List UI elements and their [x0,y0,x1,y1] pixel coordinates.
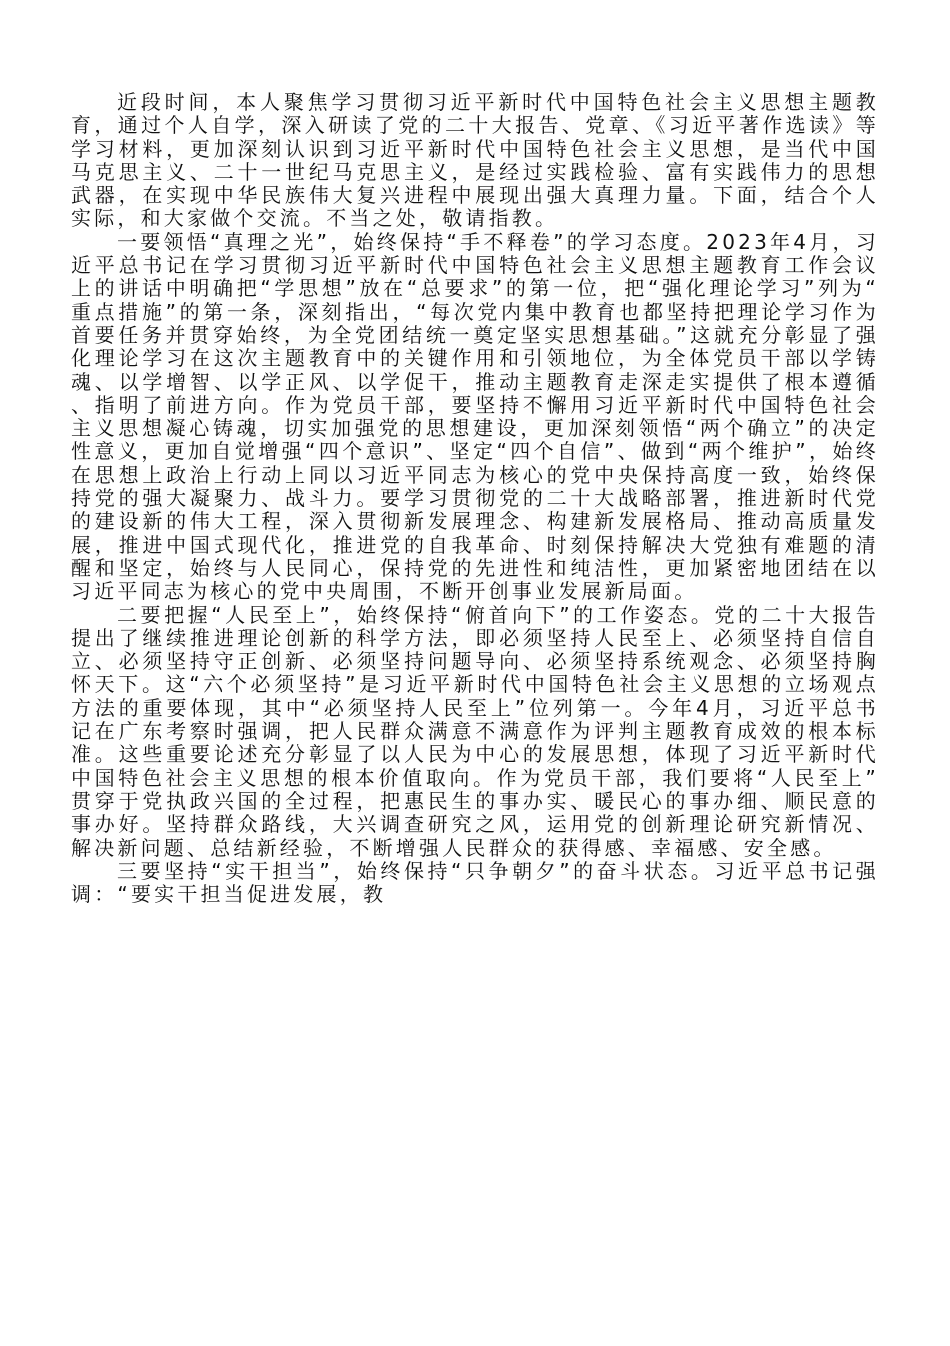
paragraph-lead: 一要领悟“真理之光”，始终保持“手不释卷”的学习态度。 [117,229,707,254]
paragraph-intro [71,91,879,231]
paragraph-lead: 三要坚持“实干担当”，始终保持“只争朝夕”的奋斗状态。 [117,858,715,883]
paragraph-section-1 [71,231,879,604]
document-page [71,91,879,906]
paragraph-section-3 [71,860,879,907]
paragraph-lead: 二要把握“人民至上”，始终保持“俯首向下”的工作姿态。 [117,602,715,627]
paragraph-body: 习近平总书记强调：“要实干担当促进发展，教 [71,858,879,907]
paragraph-body: 近段时间，本人聚焦学习贯彻习近平新时代中国特色社会主义思想主题教育，通过个人自学，深入研读了党的二十大报告、党章、《习近平著作选读》等学习材料，更加深刻认识到习近平新时代中国特色社会主义思想，是当代中国马克思主义、二十一世纪马克思主义，是经过实践检验、富有实践伟力的思想武器，在实现中华民族伟大复兴进程中展现出强大真理力量。下面，结合个人实际，和大家做个交流。不当之处，敬请指教。 [71,90,879,231]
paragraph-body: 2023年4月，习近平总书记在学习贯彻习近平新时代中国特色社会主义思想主题教育工作会议上的讲话中明确把“学思想”放在“总要求”的第一位，把“强化理论学习”列为“重点措施”的第一条，深刻指出，“每次党内集中教育也都坚持把理论学习作为首要任务并贯穿始终，为全党团结统一奠定坚实思想基础。”这就充分彰显了强化理论学习在这次主题教育中的关键作用和引领地位，为全体党员干部以学铸魂、以学增智、以学正风、以学促干，推动主题教育走深走实提供了根本遵循、指明了前进方向。作为党员干部，要坚持不懈用习近平新时代中国特色社会主义思想凝心铸魂，切实加强党的思想建设，更加深刻领悟“两个确立”的决定性意义，更加自觉增强“四个意识”、坚定“四个自信”、做到“两个维护”，始终在思想上政治上行动上同以习近平同志为核心的党中央保持高度一致，始终保持党的强大凝聚力、战斗力。要学习贯彻党的二十大战略部署，推进新时代党的建设新的伟大工程，深入贯彻新发展理念、构建新发展格局、推动高质量发展，推进中国式现代化，推进党的自我革命、时刻保持解决大党独有难题的清醒和坚定，始终与人民同心，保持党的先进性和纯洁性，更加紧密地团结在以习近平同志为核心的党中央周围，不断开创事业发展新局面。 [71,229,879,604]
paragraph-section-2 [71,604,879,860]
paragraph-body: 党的二十大报告提出了继续推进理论创新的科学方法，即必须坚持人民至上、必须坚持自信自立、必须坚持守正创新、必须坚持问题导向、必须坚持系统观念、必须坚持胸怀天下。这“六个必须坚持”是习近平新时代中国特色社会主义思想的立场观点方法的重要体现，其中“必须坚持人民至上”位列第一。今年4月，习近平总书记在广东考察时强调，把人民群众满意不满意作为评判主题教育成效的根本标准。这些重要论述充分彰显了以人民为中心的发展思想，体现了习近平新时代中国特色社会主义思想的根本价值取向。作为党员干部，我们要将“人民至上”贯穿于党执政兴国的全过程，把惠民生的事办实、暖民心的事办细、顺民意的事办好。坚持群众路线，大兴调查研究之风，运用党的创新理论研究新情况、解决新问题、总结新经验，不断增强人民群众的获得感、幸福感、安全感。 [71,602,879,860]
